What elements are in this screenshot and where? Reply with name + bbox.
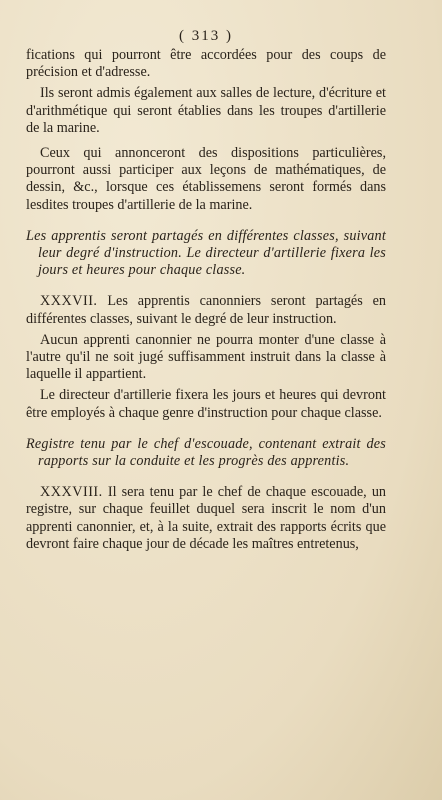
- paragraph-class-promotion: Aucun apprenti canonnier ne pourra monter d'une classe à l'autre qu'il ne soit jugé suffisamment instruit dans la classe à laquelle il appartient.: [26, 331, 386, 383]
- article-xxxviii: [26, 484, 386, 553]
- paragraph-schedule: Le directeur d'artillerie fixera les jours et heures qui devront être employés à chaque genre d'instruction pour chaque classe.: [26, 387, 386, 421]
- paragraph-mathematics-lessons: Ceux qui annonceront des dispositions particulières, pourront aussi participer aux leçons de mathématiques, de dessin, &c., lorsque ces établissemens seront formés dans lesdites troupes d'artillerie de la marine.: [26, 145, 386, 213]
- italic-side-note-register: Registre tenu par le chef d'escouade, contenant extrait des rapports sur la conduite et les progrès des apprentis.: [26, 435, 386, 470]
- paragraph-continued: fications qui pourront être accordées pour des coups de précision et d'adresse.: [26, 47, 386, 81]
- italic-side-note-classes: Les apprentis seront partagés en différentes classes, suivant leur degré d'instruction. Le directeur d'artillerie fixera les jours et heures pour chaque classe.: [26, 227, 386, 279]
- article-text: Il sera tenu par le chef de chaque escouade, un registre, sur chaque feuillet duquel sera inscrit le nom d'un apprenti canonnier, et, à la suite, extrait des rapports écrits que devront faire chaque jour de décade les maîtres entretenus,: [26, 484, 387, 552]
- article-number: XXXVIII.: [40, 484, 103, 501]
- article-text: Les apprentis canonniers seront partagés en différentes classes, suivant le degré de leur instruction.: [26, 293, 386, 327]
- article-xxxvii: [26, 293, 386, 327]
- paragraph-reading-rooms: Ils seront admis également aux salles de lecture, d'écriture et d'arithmétique qui seront établies dans les troupes d'artillerie de la marine.: [26, 85, 386, 136]
- book-page: [26, 28, 386, 553]
- page-number: ( 313 ): [179, 28, 233, 44]
- article-number: XXXVII.: [40, 293, 98, 310]
